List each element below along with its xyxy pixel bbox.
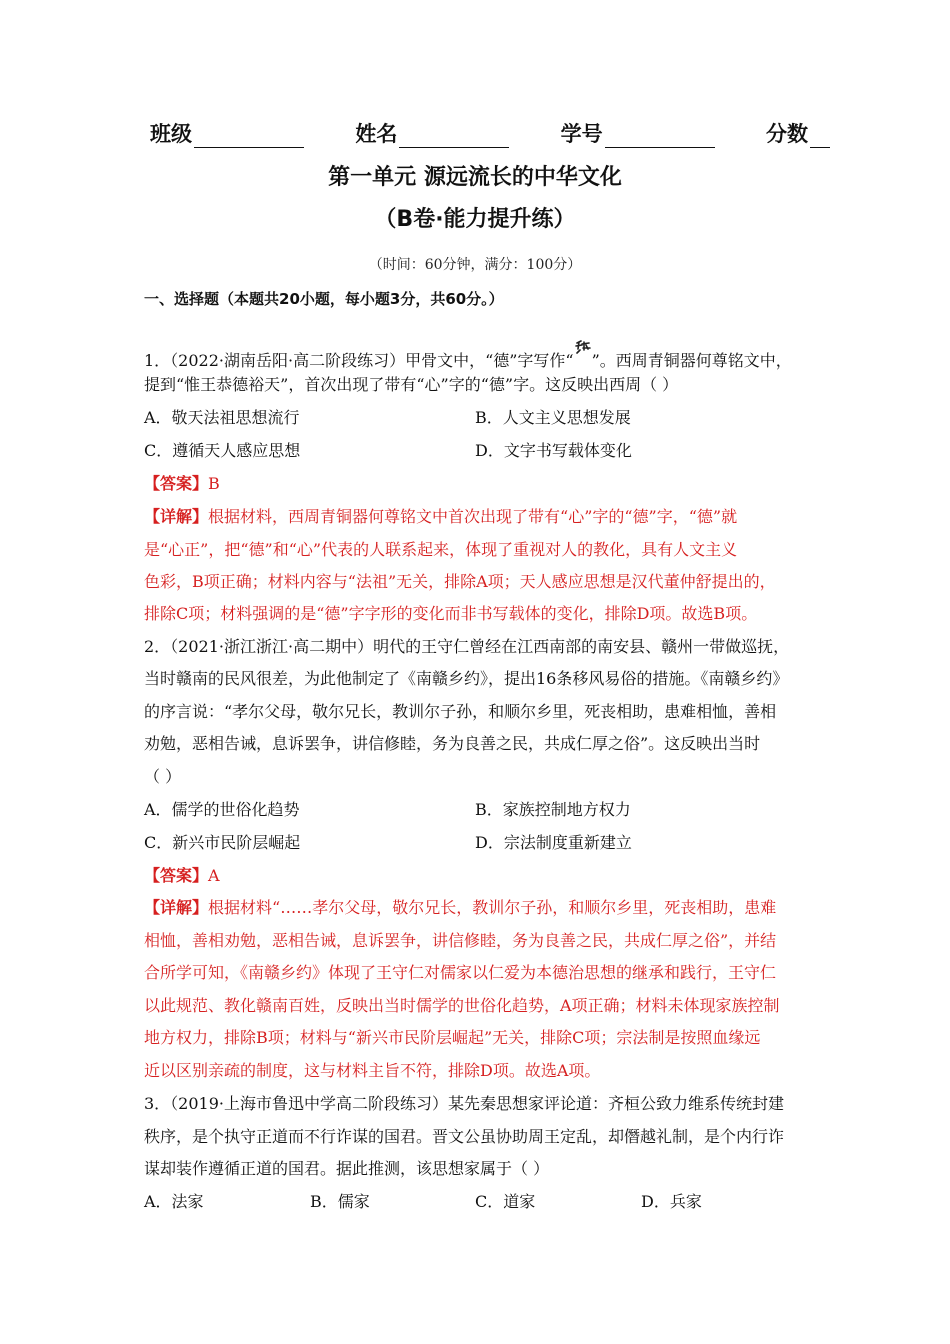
- q2-answer-label: 【答案】: [144, 866, 209, 885]
- q3-stem-line-1: 3．（2019·上海市鲁迅中学高二阶段练习）某先秦思想家评论道：齐桓公致力维系传统封建: [144, 1094, 784, 1113]
- volume-title: （B卷·能力提升练）: [374, 207, 576, 232]
- q2-detail-line-1: [144, 895, 776, 918]
- q1-detail-line-1: [144, 504, 737, 527]
- student-id-blank[interactable]: [605, 123, 715, 148]
- score-field[interactable]: [766, 118, 830, 148]
- q1-detail-line-2: 是“心正”，把“德”和“心”代表的人联系起来，体现了重视对人的教化，具有人文主义: [144, 540, 738, 559]
- q2-detail-line-6: 近以区别亲疏的制度，这与材料主旨不符，排除D项。故选A项。: [144, 1061, 601, 1080]
- name-field[interactable]: [355, 118, 509, 148]
- q2-detail-label: 【详解】: [144, 898, 209, 917]
- q1-answer: [144, 471, 220, 494]
- student-id-field[interactable]: [561, 118, 715, 148]
- q3-option-d[interactable]: D．兵家: [641, 1192, 702, 1211]
- name-label: 姓名: [355, 122, 398, 146]
- q3-option-a[interactable]: A．法家: [144, 1192, 204, 1211]
- class-field[interactable]: [150, 118, 304, 148]
- q2-stem-line-1: 2．（2021·浙江浙江·高二期中）明代的王守仁曾经在江西南部的南安县、赣州一带做巡抚，: [144, 637, 790, 656]
- class-blank[interactable]: [194, 123, 304, 148]
- q2-detail-text-1: 根据材料“……孝尔父母，敬尔兄长，教训尔子孙，和顺尔乡里，死丧相助，患难: [208, 898, 777, 917]
- q2-detail-line-4: 以此规范、教化赣南百姓，反映出当时儒学的世俗化趋势，A项正确；材料未体现家族控制: [144, 996, 780, 1015]
- q1-stem-part-b: ”。西周青铜器何尊铭文中，: [591, 351, 792, 370]
- q2-detail-line-5: 地方权力，排除B项；材料与“新兴市民阶层崛起”无关，排除C项；宗法制是按照血缘远: [144, 1028, 761, 1047]
- q1-stem-part-a: 1．（2022·湖南岳阳·高二阶段练习）甲骨文中，“德”字写作“: [144, 351, 574, 370]
- q1-detail-text-1: 根据材料，西周青铜器何尊铭文中首次出现了带有“心”字的“德”字，“德”就: [208, 507, 738, 526]
- q3-stem-line-2: 秩序，是个执守正道而不行诈谋的国君。晋文公虽协助周王定乱，却僭越礼制，是个内行诈: [144, 1127, 785, 1146]
- q3-option-b[interactable]: B．儒家: [310, 1192, 370, 1211]
- q3-stem-line-3: 谋却装作遵循正道的国君。据此推测，该思想家属于（ ）: [144, 1159, 550, 1178]
- q2-stem-line-2: 当时赣南的民风很差，为此他制定了《南赣乡约》，提出16条移风易俗的措施。《南赣乡约》: [144, 669, 789, 688]
- q1-option-b[interactable]: B．人文主义思想发展: [475, 408, 631, 427]
- name-blank[interactable]: [399, 123, 509, 148]
- q3-option-c[interactable]: C．道家: [475, 1192, 536, 1211]
- unit-title: 第一单元 源远流长的中华文化: [328, 165, 622, 190]
- q1-answer-value: B: [208, 474, 220, 493]
- q2-detail-line-3: 合所学可知，《南赣乡约》体现了王守仁对儒家以仁爱为本德治思想的继承和践行，王守仁: [144, 963, 777, 982]
- q2-option-a[interactable]: A．儒学的世俗化趋势: [144, 800, 300, 819]
- q1-detail-label: 【详解】: [144, 507, 209, 526]
- student-info-row: [150, 112, 830, 148]
- q2-answer-value: A: [208, 866, 220, 885]
- q1-stem-line-1: [144, 340, 792, 371]
- section-heading: 一、选择题（本题共20小题，每小题3分，共60分。）: [144, 290, 504, 308]
- q2-option-d[interactable]: D．宗法制度重新建立: [475, 833, 632, 852]
- oracle-bone-de-glyph-image: [574, 340, 592, 360]
- class-label: 班级: [150, 122, 192, 146]
- q2-option-b[interactable]: B．家族控制地方权力: [475, 800, 631, 819]
- q1-option-d[interactable]: D．文字书写载体变化: [475, 441, 632, 460]
- q1-answer-label: 【答案】: [144, 474, 209, 493]
- q1-option-a[interactable]: A．敬天法祖思想流行: [144, 408, 300, 427]
- q2-detail-line-2: 相恤，善相劝勉，恶相告诫，息诉罢争，讲信修睦，务为良善之民，共成仁厚之俗”，并结: [144, 931, 777, 950]
- time-score-note: （时间：60分钟，满分：100分）: [368, 257, 582, 273]
- q2-answer: [144, 863, 220, 886]
- student-id-label: 学号: [560, 122, 603, 146]
- q2-stem-line-5: （ ）: [144, 767, 182, 786]
- score-blank[interactable]: [810, 123, 830, 148]
- q2-stem-line-3: 的序言说：“孝尔父母，敬尔兄长，教训尔子孙，和顺尔乡里，死丧相助，患难相恤，善相: [144, 702, 777, 721]
- q1-stem-line-2: 提到“惟王恭德裕天”，首次出现了带有“心”字的“德”字。这反映出西周（ ）: [144, 375, 679, 394]
- score-label: 分数: [765, 122, 808, 146]
- q2-option-c[interactable]: C．新兴市民阶层崛起: [144, 833, 301, 852]
- q2-stem-line-4: 劝勉，恶相告诫，息诉罢争，讲信修睦，务为良善之民，共成仁厚之俗”。这反映出当时: [144, 734, 761, 753]
- q1-detail-line-4: 排除C项；材料强调的是“德”字字形的变化而非书写载体的变化，排除D项。故选B项。: [144, 604, 758, 623]
- q1-option-c[interactable]: C．遵循天人感应思想: [144, 441, 301, 460]
- q1-detail-line-3: 色彩，B项正确；材料内容与“法祖”无关，排除A项；天人感应思想是汉代董仲舒提出的，: [144, 572, 776, 591]
